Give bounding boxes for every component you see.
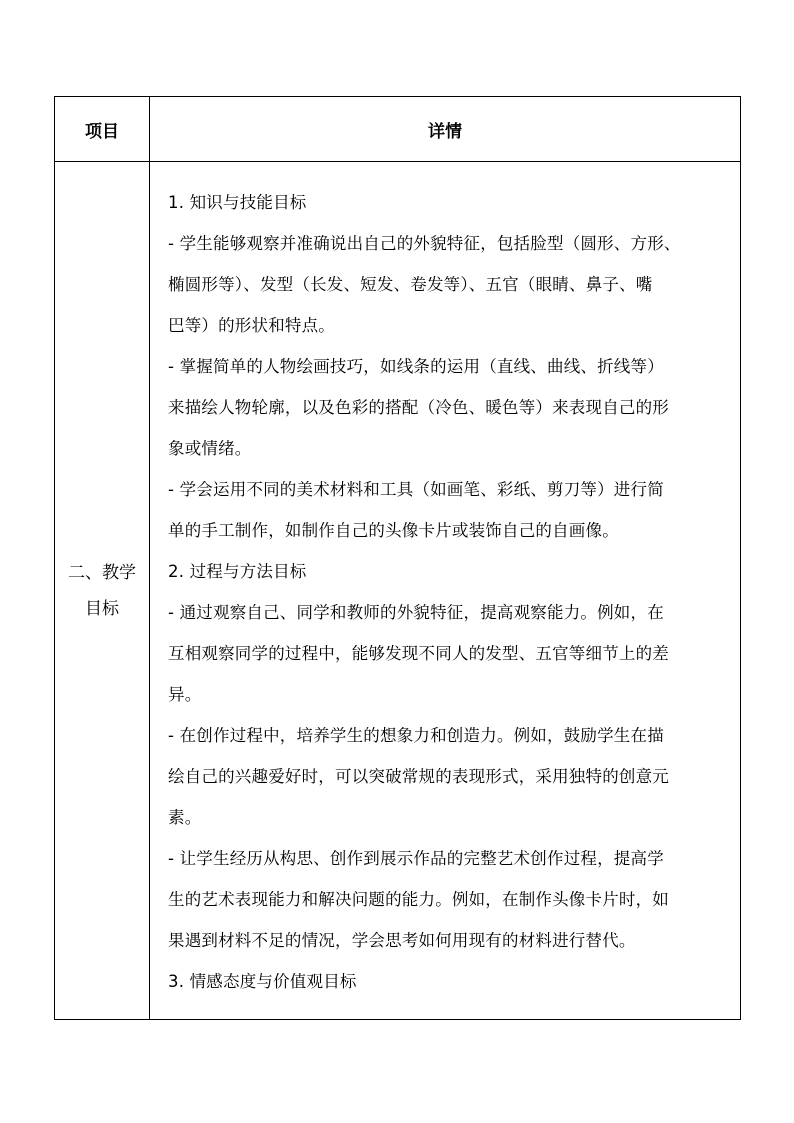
detail-line: 椭圆形等）、发型（长发、短发、卷发等）、五官（眼睛、鼻子、嘴 xyxy=(168,275,653,294)
detail-line: - 通过观察自己、同学和教师的外貌特征，提高观察能力。例如，在 xyxy=(168,603,664,622)
detail-line: 异。 xyxy=(168,685,202,704)
detail-line: 单的手工制作，如制作自己的头像卡片或装饰自己的自画像。 xyxy=(168,521,619,540)
detail-line: 巴等）的形状和特点。 xyxy=(168,316,335,335)
detail-line: 绘自己的兴趣爱好时，可以突破常规的表现形式，采用独特的创意元 xyxy=(168,767,669,786)
detail-line: - 让学生经历从构思、创作到展示作品的完整艺术创作过程，提高学 xyxy=(168,849,664,868)
lesson-plan-table xyxy=(54,96,741,1020)
detail-line: - 掌握简单的人物绘画技巧，如线条的运用（直线、曲线、折线等） xyxy=(168,357,664,376)
detail-line: 生的艺术表现能力和解决问题的能力。例如，在制作头像卡片时，如 xyxy=(168,890,669,909)
detail-line: 果遇到材料不足的情况，学会思考如何用现有的材料进行替代。 xyxy=(168,931,636,950)
detail-line: 来描绘人物轮廓，以及色彩的搭配（冷色、暖色等）来表现自己的形 xyxy=(168,398,669,417)
detail-heading-process-methods: 2. 过程与方法目标 xyxy=(168,562,307,581)
header-detail: 详情 xyxy=(150,97,741,162)
row-detail-teaching-goals xyxy=(150,162,741,1020)
detail-line: - 在创作过程中，培养学生的想象力和创造力。例如，鼓励学生在描 xyxy=(168,726,664,745)
detail-line: 象或情绪。 xyxy=(168,439,252,458)
header-item: 项目 xyxy=(55,97,150,162)
detail-heading-knowledge-skills: 1. 知识与技能目标 xyxy=(168,193,307,212)
detail-line: 互相观察同学的过程中，能够发现不同人的发型、五官等细节上的差 xyxy=(168,644,669,663)
table-header-row xyxy=(55,97,741,162)
detail-line: 素。 xyxy=(168,808,202,827)
detail-line: - 学会运用不同的美术材料和工具（如画笔、彩纸、剪刀等）进行简 xyxy=(168,480,664,499)
row-label-teaching-goals: 二、教学目标 xyxy=(55,162,150,1020)
table-row xyxy=(55,162,741,1020)
detail-heading-emotion-values: 3. 情感态度与价值观目标 xyxy=(168,972,357,991)
detail-line: - 学生能够观察并准确说出自己的外貌特征，包括脸型（圆形、方形、 xyxy=(168,234,681,253)
